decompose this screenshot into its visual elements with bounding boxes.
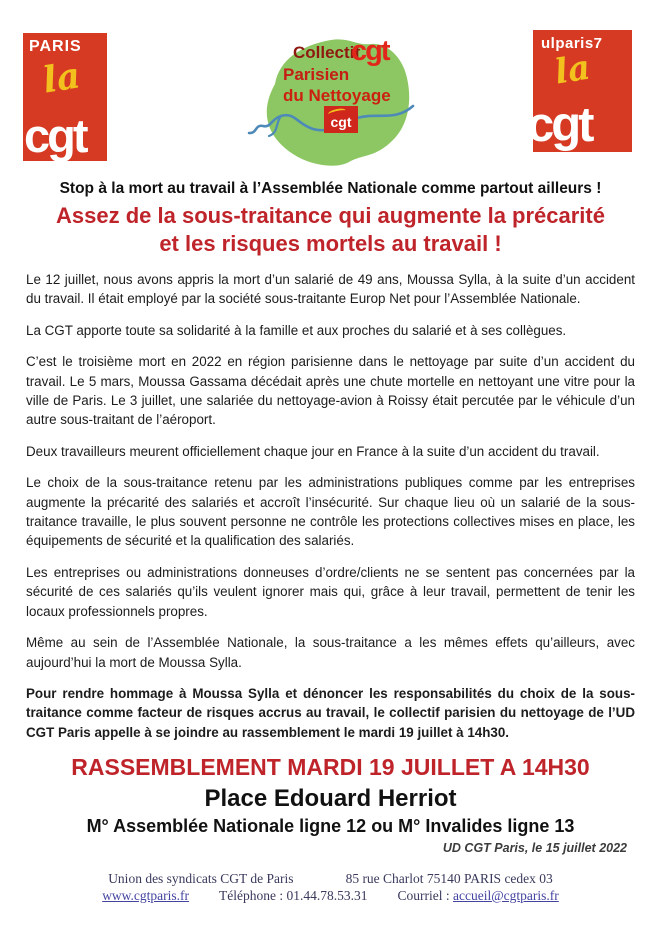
logo-la-script: la xyxy=(552,47,593,93)
logo-cgt-paris xyxy=(23,33,107,161)
logo-collectif-nettoyage xyxy=(245,30,415,172)
logo-parisien-label: Parisien xyxy=(283,65,350,84)
logo-nettoyage-label: du Nettoyage xyxy=(283,86,391,105)
logo-cgt-red-wordmark: cgt xyxy=(351,35,389,67)
rally-place: Place Edouard Herriot xyxy=(204,785,457,813)
headline-main xyxy=(0,202,661,258)
headline-main-line1: Assez de la sous-traitance qui augmente la précarité xyxy=(56,203,605,228)
footer-address: 85 rue Charlot 75140 PARIS cedex 03 xyxy=(345,871,553,887)
body-paragraph: C’est le troisième mort en 2022 en région parisienne dans le nettoyage par suite d’un accident du travail. Le 5 mars, Moussa Gassama décédait après une chute mortelle en nettoyant une vitre pour la ville de Paris. Le 3 juillet, une salariée du nettoyage-avion à Roissy était percutée par le véhicule d’un autre sous-traitant de l’aéroport. xyxy=(26,354,635,428)
logo-collectif-label: Collectif xyxy=(293,43,361,62)
body-paragraph: Le choix de la sous-traitance retenu par les administrations publiques comme par les entreprises augmente la précarité des salariés et accroît l’insécurité. Sur chaque lieu où un salarié de la sous-traitance travaille, le plus souvent personne ne contrôle les protections collectives mises en place, les équipements de sécurité et la qualification des salariés. xyxy=(26,475,635,549)
footer xyxy=(0,871,661,903)
logo-paris-label: PARIS xyxy=(29,38,82,55)
footer-org: Union des syndicats CGT de Paris xyxy=(108,871,294,887)
headline-main-line2: et les risques mortels au travail ! xyxy=(159,231,502,256)
footer-phone: Téléphone : 01.44.78.53.31 xyxy=(219,887,368,903)
signature-date: UD CGT Paris, le 15 juillet 2022 xyxy=(442,841,627,856)
footer-website-link[interactable]: www.cgtparis.fr xyxy=(102,887,190,903)
body-paragraph: Même au sein de l’Assemblée Nationale, la sous-traitance a les mêmes effets qu’ailleurs, avec aujourd’hui la mort de Moussa Sylla. xyxy=(26,635,635,670)
rally-heading: RASSEMBLEMENT MARDI 19 JUILLET A 14H30 xyxy=(71,754,590,781)
mini-cgt-label: cgt xyxy=(330,114,352,130)
rally-metro: M° Assemblée Nationale ligne 12 ou M° Invalides ligne 13 xyxy=(86,816,575,837)
logo-ulparis7 xyxy=(527,30,632,152)
logo-la-script: la xyxy=(39,54,84,102)
body-paragraph-call: Pour rendre hommage à Moussa Sylla et dénoncer les responsabilités du choix de la sous-traitance comme facteur de risques accrus au travail, le collectif parisien du nettoyage de l’UD CGT Paris appelle à se joindre au rassemblement le mardi 19 juillet à 14h30. xyxy=(26,685,635,740)
body-paragraph: Le 12 juillet, nous avons appris la mort d’un salarié de 49 ans, Moussa Sylla, à la suite d’un accident du travail. Il était employé par la société sous-traitante Europ Net pour l’Assemblée Nationale. xyxy=(26,272,635,307)
body-paragraph: Deux travailleurs meurent officiellement chaque jour en France à la suite d’un accident du travail. xyxy=(26,443,600,459)
logo-cgt-wordmark: cgt xyxy=(527,98,592,152)
logo-cgt-wordmark: cgt xyxy=(24,109,86,162)
mini-cgt-logo xyxy=(324,106,358,133)
body-text xyxy=(0,270,661,742)
body-paragraph: La CGT apporte toute sa solidarité à la famille et aux proches du salarié et à ses collègues. xyxy=(26,322,567,338)
headline-stop: Stop à la mort au travail à l’Assemblée Nationale comme partout ailleurs ! xyxy=(59,180,602,197)
body-paragraph: Les entreprises ou administrations donneuses d’ordre/clients ne se sentent pas concernées par la sécurité de ces salariés qu’ils veulent ignorer mais qui, grâce à leur travail, permettent de tenir les locaux professionnels propres. xyxy=(26,564,635,619)
logo-ulparis7-label: ulparis7 xyxy=(541,35,603,52)
footer-email-link[interactable]: accueil@cgtparis.fr xyxy=(453,887,559,903)
logo-header xyxy=(0,0,661,174)
footer-email-label: Courriel : xyxy=(397,887,450,903)
footer-email xyxy=(398,888,559,904)
